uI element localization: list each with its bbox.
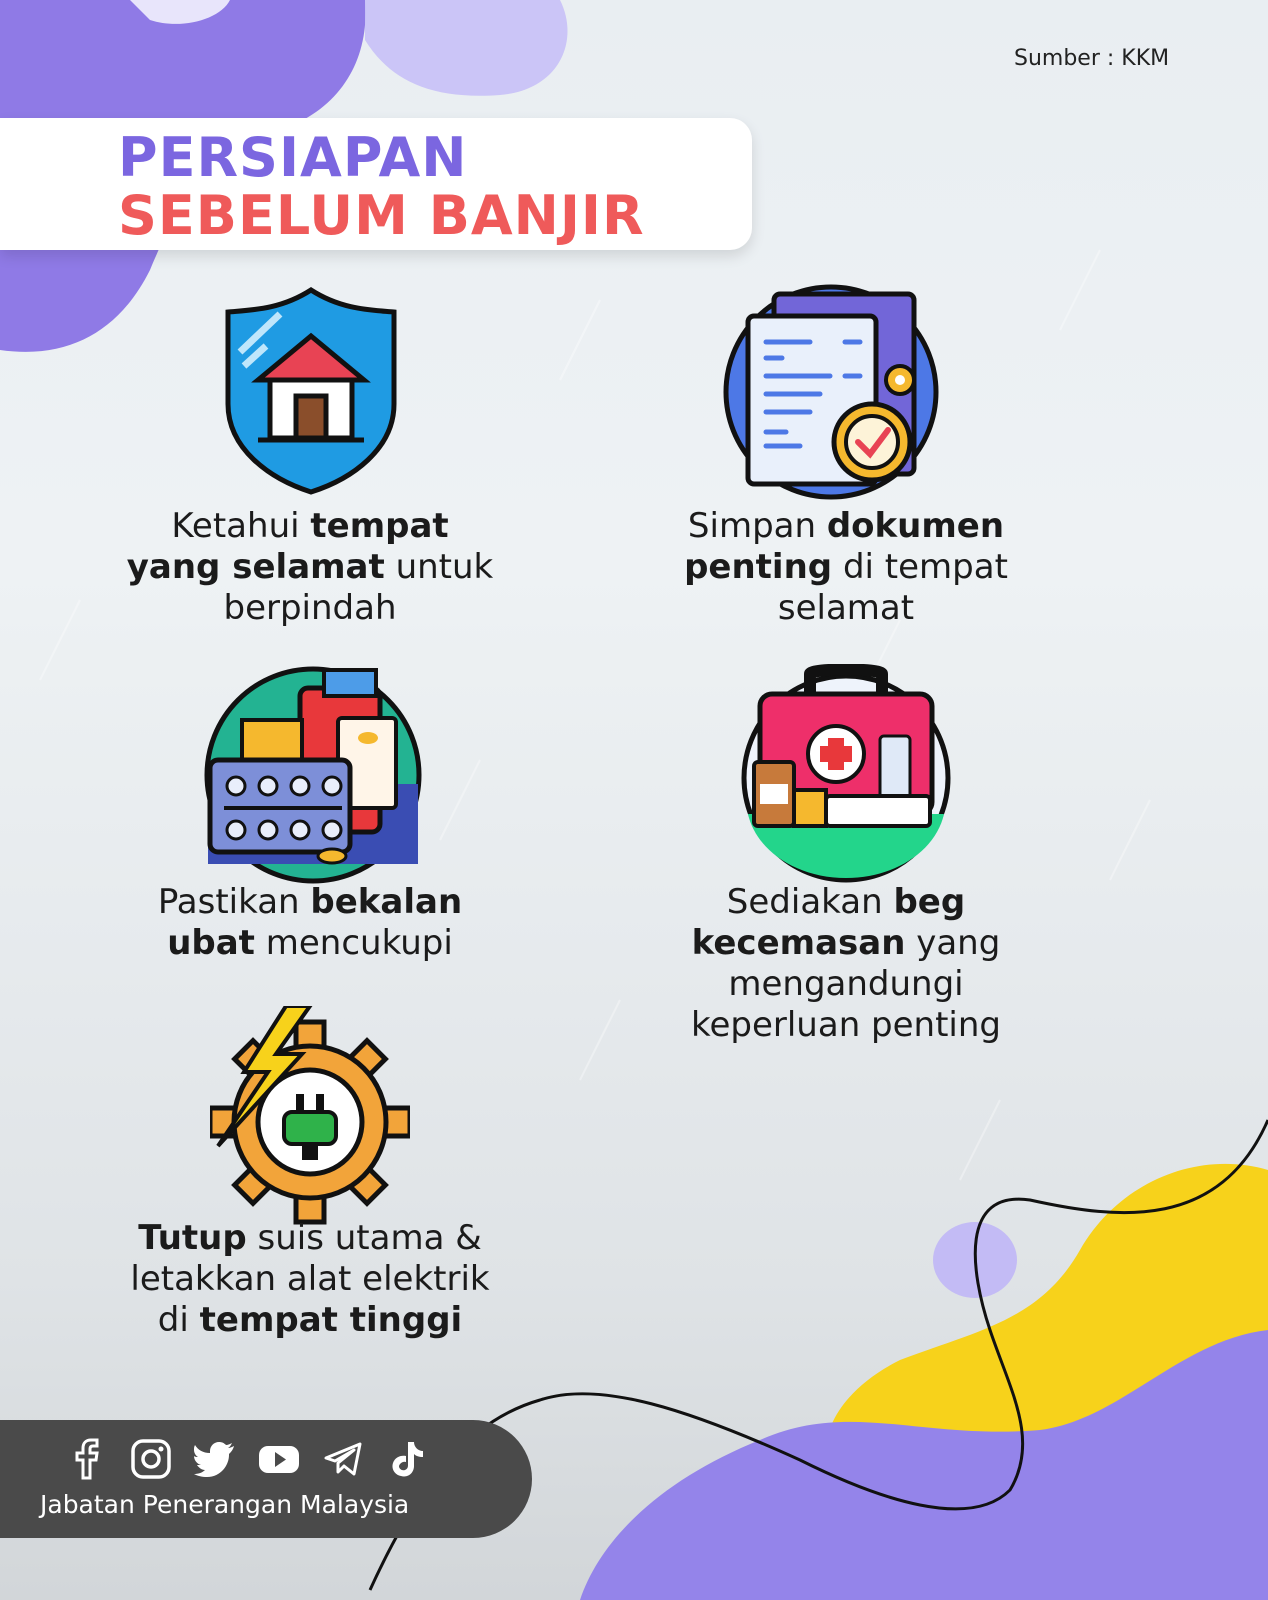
tip-1-caption [100, 506, 520, 629]
caption-text: mengandungi [728, 964, 964, 1004]
instagram-icon[interactable] [130, 1438, 172, 1480]
youtube-icon[interactable] [258, 1438, 300, 1480]
medicine-icon [202, 664, 424, 886]
title-card [0, 118, 752, 250]
tip-4-caption [636, 882, 1056, 1046]
social-icons [66, 1438, 428, 1480]
documents-icon [720, 282, 942, 502]
shield-house-icon [222, 284, 400, 498]
caption-text: berpindah [223, 588, 397, 628]
caption-text: Simpan [687, 506, 827, 546]
caption-text: mencukupi [254, 923, 453, 963]
caption-text: Pastikan [157, 882, 311, 922]
caption-text: letakkan alat elektrik [130, 1259, 490, 1299]
first-aid-bag-icon [740, 664, 952, 886]
caption-text: untuk [384, 547, 494, 587]
caption-text: di [157, 1300, 200, 1340]
caption-bold-text: beg [893, 882, 966, 922]
caption-bold-text: kecemasan [691, 923, 906, 963]
caption-text: keperluan penting [690, 1005, 1002, 1045]
facebook-icon[interactable] [66, 1438, 108, 1480]
tip-3-caption [100, 882, 520, 964]
power-plug-gear-icon [210, 1006, 410, 1228]
telegram-icon[interactable] [322, 1438, 364, 1480]
caption-bold-text: Tutup [138, 1218, 247, 1258]
caption-bold-text: tempat tinggi [199, 1300, 463, 1340]
caption-bold-text: dokumen [826, 506, 1005, 546]
tip-2-caption [636, 506, 1056, 629]
caption-bold-text: penting [684, 547, 833, 587]
caption-bold-text: bekalan [310, 882, 463, 922]
tip-5-caption [100, 1218, 520, 1341]
source-label: Sumber : KKM [1014, 46, 1170, 71]
page-title-line2: SEBELUM BANJIR [118, 184, 645, 247]
tiktok-icon[interactable] [386, 1438, 428, 1480]
caption-text: Ketahui [171, 506, 311, 546]
caption-bold-text: tempat [310, 506, 449, 546]
caption-text: selamat [777, 588, 915, 628]
caption-text: Sediakan [726, 882, 894, 922]
footer-org-name: Jabatan Penerangan Malaysia [40, 1490, 410, 1519]
page-title-line1: PERSIAPAN [118, 126, 468, 189]
caption-bold-text: ubat [167, 923, 255, 963]
footer-bar [0, 1420, 532, 1538]
caption-text: yang [905, 923, 1001, 963]
caption-bold-text: yang selamat [126, 547, 385, 587]
twitter-icon[interactable] [194, 1438, 236, 1480]
caption-text: di tempat [832, 547, 1008, 587]
caption-text: suis utama & [246, 1218, 482, 1258]
